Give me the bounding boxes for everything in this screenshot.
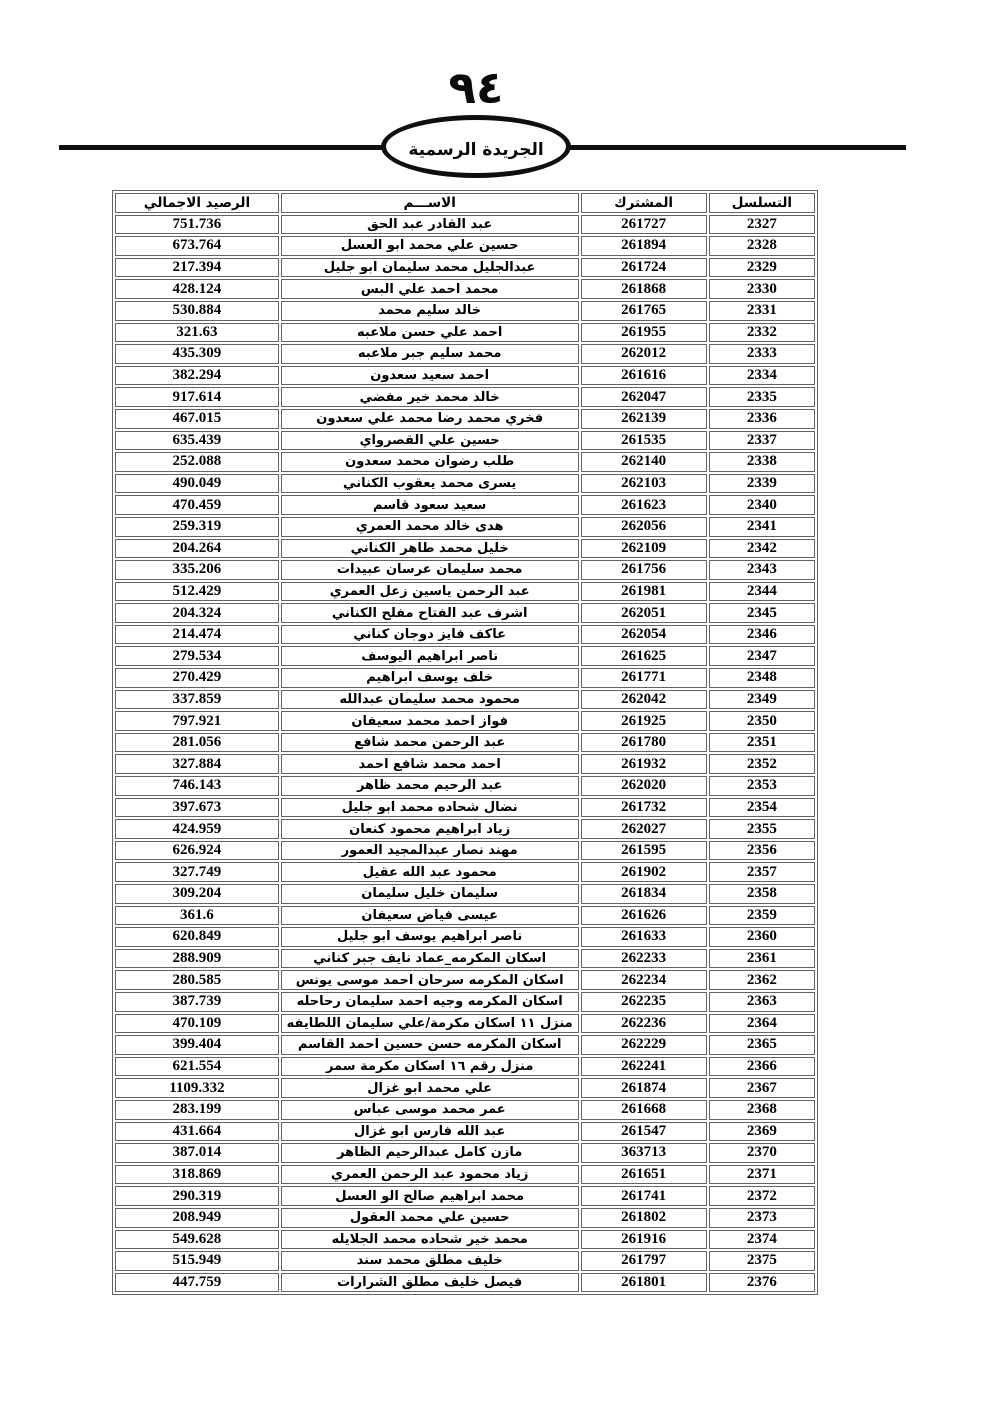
table-row	[115, 517, 815, 537]
table-row	[115, 625, 815, 645]
table-row	[115, 970, 815, 990]
table-row	[115, 906, 815, 926]
subscriber-cell: 261834	[581, 884, 707, 904]
table-row	[115, 366, 815, 386]
balance-cell: 387.739	[115, 992, 279, 1012]
name-cell: عيسى فياض سعيفان	[281, 906, 579, 926]
subscriber-cell: 261623	[581, 495, 707, 515]
balance-cell: 361.6	[115, 906, 279, 926]
name-cell: محمود عبد الله عقيل	[281, 862, 579, 882]
balance-cell: 635.439	[115, 431, 279, 451]
balance-cell: 318.869	[115, 1165, 279, 1185]
subscriber-cell: 262056	[581, 517, 707, 537]
table-row	[115, 711, 815, 731]
serial-cell: 2372	[709, 1186, 815, 1206]
serial-cell: 2361	[709, 949, 815, 969]
column-header-subscriber: المشترك	[581, 193, 707, 213]
table-row	[115, 258, 815, 278]
balance-cell: 270.429	[115, 668, 279, 688]
serial-cell: 2357	[709, 862, 815, 882]
table-row	[115, 1208, 815, 1228]
balance-cell: 917.614	[115, 387, 279, 407]
name-cell: ناصر ابراهيم اليوسف	[281, 646, 579, 666]
table-row	[115, 215, 815, 235]
subscriber-cell: 261741	[581, 1186, 707, 1206]
name-cell: اسكان المكرمه حسن حسين احمد القاسم	[281, 1035, 579, 1055]
table-row	[115, 236, 815, 256]
table-row	[115, 798, 815, 818]
balance-cell: 1109.332	[115, 1078, 279, 1098]
name-cell: عبد الرحيم محمد ظاهر	[281, 776, 579, 796]
subscriber-cell: 363713	[581, 1143, 707, 1163]
balance-cell: 797.921	[115, 711, 279, 731]
balance-cell: 204.324	[115, 603, 279, 623]
balance-cell: 382.294	[115, 366, 279, 386]
subscriber-cell: 261802	[581, 1208, 707, 1228]
balance-cell: 337.859	[115, 690, 279, 710]
table-row	[115, 1251, 815, 1271]
serial-cell: 2348	[709, 668, 815, 688]
column-header-name: الاســـم	[281, 193, 579, 213]
table-row	[115, 387, 815, 407]
subscriber-cell: 262042	[581, 690, 707, 710]
name-cell: اسكان المكرمه وجيه احمد سليمان رحاحله	[281, 992, 579, 1012]
table-row	[115, 733, 815, 753]
name-cell: محمد خير شحاده محمد الجلايله	[281, 1230, 579, 1250]
serial-cell: 2356	[709, 841, 815, 861]
serial-cell: 2371	[709, 1165, 815, 1185]
balance-cell: 321.63	[115, 323, 279, 343]
subscriber-cell: 261616	[581, 366, 707, 386]
serial-cell: 2347	[709, 646, 815, 666]
subscriber-cell: 261771	[581, 668, 707, 688]
balance-cell: 280.585	[115, 970, 279, 990]
subscriber-cell: 262234	[581, 970, 707, 990]
balance-cell: 327.749	[115, 862, 279, 882]
table-row	[115, 841, 815, 861]
serial-cell: 2330	[709, 279, 815, 299]
table-row	[115, 409, 815, 429]
serial-cell: 2363	[709, 992, 815, 1012]
name-cell: علي محمد ابو غزال	[281, 1078, 579, 1098]
serial-cell: 2364	[709, 1014, 815, 1034]
name-cell: حسين علي محمد العقول	[281, 1208, 579, 1228]
subscriber-cell: 261625	[581, 646, 707, 666]
name-cell: سليمان خليل سليمان	[281, 884, 579, 904]
subscriber-cell: 261780	[581, 733, 707, 753]
balance-cell: 279.534	[115, 646, 279, 666]
balance-cell: 530.884	[115, 301, 279, 321]
subscriber-cell: 262012	[581, 344, 707, 364]
subscriber-cell: 261955	[581, 323, 707, 343]
subscriber-cell: 262229	[581, 1035, 707, 1055]
name-cell: عبد الرحمن محمد شافع	[281, 733, 579, 753]
table-body	[115, 215, 815, 1293]
table-row	[115, 1230, 815, 1250]
balance-cell: 549.628	[115, 1230, 279, 1250]
name-cell: يسرى محمد يعقوب الكناني	[281, 474, 579, 494]
table-row	[115, 819, 815, 839]
serial-cell: 2367	[709, 1078, 815, 1098]
subscriber-cell: 261626	[581, 906, 707, 926]
balance-cell: 428.124	[115, 279, 279, 299]
subscriber-cell: 262236	[581, 1014, 707, 1034]
name-cell: حسين علي محمد ابو العسل	[281, 236, 579, 256]
balance-cell: 217.394	[115, 258, 279, 278]
name-cell: احمد علي حسن ملاعبه	[281, 323, 579, 343]
serial-cell: 2345	[709, 603, 815, 623]
subscriber-cell: 262235	[581, 992, 707, 1012]
subscriber-cell: 261925	[581, 711, 707, 731]
name-cell: محمد سليم جبر ملاعبه	[281, 344, 579, 364]
subscriber-cell: 262103	[581, 474, 707, 494]
table-row	[115, 1273, 815, 1293]
name-cell: حسين علي القصرواي	[281, 431, 579, 451]
serial-cell: 2342	[709, 539, 815, 559]
table-row	[115, 560, 815, 580]
balance-cell: 620.849	[115, 927, 279, 947]
balance-cell: 397.673	[115, 798, 279, 818]
balance-cell: 290.319	[115, 1186, 279, 1206]
serial-cell: 2375	[709, 1251, 815, 1271]
balance-cell: 512.429	[115, 582, 279, 602]
name-cell: محمد احمد علي البس	[281, 279, 579, 299]
serial-cell: 2369	[709, 1122, 815, 1142]
serial-cell: 2354	[709, 798, 815, 818]
serial-cell: 2355	[709, 819, 815, 839]
name-cell: خالد سليم محمد	[281, 301, 579, 321]
balance-cell: 621.554	[115, 1057, 279, 1077]
name-cell: ناصر ابراهيم يوسف ابو جليل	[281, 927, 579, 947]
table-row	[115, 431, 815, 451]
table-row	[115, 301, 815, 321]
serial-cell: 2336	[709, 409, 815, 429]
balance-cell: 214.474	[115, 625, 279, 645]
balance-cell: 431.664	[115, 1122, 279, 1142]
balance-cell: 470.459	[115, 495, 279, 515]
balance-cell: 399.404	[115, 1035, 279, 1055]
subscriber-cell: 261595	[581, 841, 707, 861]
name-cell: عبدالجليل محمد سليمان ابو جليل	[281, 258, 579, 278]
table-row	[115, 1014, 815, 1034]
balance-cell: 626.924	[115, 841, 279, 861]
serial-cell: 2366	[709, 1057, 815, 1077]
subscriber-cell: 261932	[581, 754, 707, 774]
gazette-banner-title: الجريدة الرسمية	[408, 139, 544, 160]
balance-cell: 424.959	[115, 819, 279, 839]
name-cell: فيصل خليف مطلق الشرارات	[281, 1273, 579, 1293]
table-row	[115, 949, 815, 969]
name-cell: منزل ١١ اسكان مكرمة/علي سليمان اللطايفه	[281, 1014, 579, 1034]
subscriber-cell: 261727	[581, 215, 707, 235]
table-row	[115, 992, 815, 1012]
name-cell: اسكان المكرمه سرحان احمد موسى يونس	[281, 970, 579, 990]
table-row	[115, 1122, 815, 1142]
table-header-row	[115, 193, 815, 213]
serial-cell: 2351	[709, 733, 815, 753]
gazette-oval-badge	[381, 115, 571, 178]
subscriber-cell: 262233	[581, 949, 707, 969]
name-cell: احمد سعيد سعدون	[281, 366, 579, 386]
subscriber-cell: 261651	[581, 1165, 707, 1185]
name-cell: عمر محمد موسى عباس	[281, 1100, 579, 1120]
serial-cell: 2334	[709, 366, 815, 386]
name-cell: خليف مطلق محمد سند	[281, 1251, 579, 1271]
subscriber-cell: 262139	[581, 409, 707, 429]
name-cell: محمد ابراهيم صالح الو العسل	[281, 1186, 579, 1206]
balance-cell: 447.759	[115, 1273, 279, 1293]
name-cell: عبد القادر عبد الحق	[281, 215, 579, 235]
subscriber-cell: 261765	[581, 301, 707, 321]
balance-cell: 335.206	[115, 560, 279, 580]
table-row	[115, 344, 815, 364]
balance-cell: 515.949	[115, 1251, 279, 1271]
serial-cell: 2350	[709, 711, 815, 731]
table-row	[115, 690, 815, 710]
balance-cell: 467.015	[115, 409, 279, 429]
serial-cell: 2376	[709, 1273, 815, 1293]
balance-cell: 283.199	[115, 1100, 279, 1120]
table-row	[115, 1100, 815, 1120]
subscriber-cell: 261868	[581, 279, 707, 299]
subscriber-cell: 262020	[581, 776, 707, 796]
table-row	[115, 1057, 815, 1077]
table-row	[115, 646, 815, 666]
serial-cell: 2360	[709, 927, 815, 947]
subscriber-cell: 262241	[581, 1057, 707, 1077]
serial-cell: 2332	[709, 323, 815, 343]
serial-cell: 2329	[709, 258, 815, 278]
table-row	[115, 1078, 815, 1098]
subscriber-cell: 262027	[581, 819, 707, 839]
subscriber-cell: 261874	[581, 1078, 707, 1098]
balance-cell: 252.088	[115, 452, 279, 472]
balance-cell: 281.056	[115, 733, 279, 753]
serial-cell: 2333	[709, 344, 815, 364]
subscriber-cell: 261732	[581, 798, 707, 818]
serial-cell: 2337	[709, 431, 815, 451]
subscriber-cell: 262140	[581, 452, 707, 472]
serial-cell: 2368	[709, 1100, 815, 1120]
table-row	[115, 1186, 815, 1206]
serial-cell: 2343	[709, 560, 815, 580]
name-cell: مهند نصار عبدالمجيد العمور	[281, 841, 579, 861]
name-cell: اشرف عبد الفتاح مفلح الكناني	[281, 603, 579, 623]
subscriber-cell: 262054	[581, 625, 707, 645]
serial-cell: 2327	[709, 215, 815, 235]
balance-cell: 327.884	[115, 754, 279, 774]
name-cell: محمد سليمان عرسان عبيدات	[281, 560, 579, 580]
column-header-serial: التسلسل	[709, 193, 815, 213]
table-row	[115, 495, 815, 515]
table-row	[115, 603, 815, 623]
name-cell: خالد محمد خير مفضي	[281, 387, 579, 407]
table-row	[115, 862, 815, 882]
subscriber-cell: 261668	[581, 1100, 707, 1120]
balance-cell: 746.143	[115, 776, 279, 796]
name-cell: زياد ابراهيم محمود كنعان	[281, 819, 579, 839]
balance-cell: 435.309	[115, 344, 279, 364]
page-number: ٩٤	[448, 61, 504, 114]
table-row	[115, 1035, 815, 1055]
serial-cell: 2358	[709, 884, 815, 904]
serial-cell: 2362	[709, 970, 815, 990]
serial-cell: 2352	[709, 754, 815, 774]
serial-cell: 2365	[709, 1035, 815, 1055]
table-row	[115, 668, 815, 688]
serial-cell: 2331	[709, 301, 815, 321]
table-row	[115, 452, 815, 472]
balance-cell: 751.736	[115, 215, 279, 235]
balance-cell: 288.909	[115, 949, 279, 969]
balance-cell: 673.764	[115, 236, 279, 256]
subscriber-cell: 261916	[581, 1230, 707, 1250]
subscriber-cell: 261547	[581, 1122, 707, 1142]
serial-cell: 2338	[709, 452, 815, 472]
subscriber-cell: 261797	[581, 1251, 707, 1271]
table-row	[115, 1143, 815, 1163]
subscriber-cell: 261756	[581, 560, 707, 580]
balance-cell: 490.049	[115, 474, 279, 494]
table-row	[115, 776, 815, 796]
serial-cell: 2339	[709, 474, 815, 494]
serial-cell: 2328	[709, 236, 815, 256]
subscriber-cell: 261894	[581, 236, 707, 256]
name-cell: خلف يوسف ابراهيم	[281, 668, 579, 688]
name-cell: عاكف فايز دوجان كناني	[281, 625, 579, 645]
balance-cell: 387.014	[115, 1143, 279, 1163]
name-cell: زياد محمود عبد الرحمن العمري	[281, 1165, 579, 1185]
table-row	[115, 279, 815, 299]
serial-cell: 2373	[709, 1208, 815, 1228]
table-row	[115, 582, 815, 602]
serial-cell: 2370	[709, 1143, 815, 1163]
name-cell: طلب رضوان محمد سعدون	[281, 452, 579, 472]
subscriber-cell: 261633	[581, 927, 707, 947]
serial-cell: 2344	[709, 582, 815, 602]
name-cell: احمد محمد شافع احمد	[281, 754, 579, 774]
subscriber-cell: 262109	[581, 539, 707, 559]
balance-cell: 208.949	[115, 1208, 279, 1228]
table-row	[115, 539, 815, 559]
table-row	[115, 1165, 815, 1185]
name-cell: سعيد سعود قاسم	[281, 495, 579, 515]
serial-cell: 2353	[709, 776, 815, 796]
subscriber-cell: 262051	[581, 603, 707, 623]
name-cell: مازن كامل عبدالرحيم الظاهر	[281, 1143, 579, 1163]
serial-cell: 2374	[709, 1230, 815, 1250]
balance-cell: 259.319	[115, 517, 279, 537]
name-cell: فخري محمد رضا محمد علي سعدون	[281, 409, 579, 429]
name-cell: منزل رقم ١٦ اسكان مكرمة سمر	[281, 1057, 579, 1077]
table-row	[115, 323, 815, 343]
serial-cell: 2349	[709, 690, 815, 710]
table-row	[115, 884, 815, 904]
table-row	[115, 927, 815, 947]
subscribers-table	[112, 190, 818, 1295]
serial-cell: 2340	[709, 495, 815, 515]
column-header-balance: الرصيد الاجمالي	[115, 193, 279, 213]
table-row	[115, 754, 815, 774]
table-row	[115, 474, 815, 494]
serial-cell: 2359	[709, 906, 815, 926]
name-cell: اسكان المكرمه_عماد نايف جبر كناني	[281, 949, 579, 969]
subscriber-cell: 262047	[581, 387, 707, 407]
balance-cell: 470.109	[115, 1014, 279, 1034]
name-cell: عبد الله فارس ابو غزال	[281, 1122, 579, 1142]
serial-cell: 2335	[709, 387, 815, 407]
subscriber-cell: 261981	[581, 582, 707, 602]
balance-cell: 204.264	[115, 539, 279, 559]
subscriber-cell: 261902	[581, 862, 707, 882]
name-cell: خليل محمد طاهر الكناني	[281, 539, 579, 559]
name-cell: محمود محمد سليمان عبدالله	[281, 690, 579, 710]
name-cell: نضال شحاده محمد ابو جليل	[281, 798, 579, 818]
name-cell: هدى خالد محمد العمري	[281, 517, 579, 537]
name-cell: عبد الرحمن ياسين زعل العمري	[281, 582, 579, 602]
subscriber-cell: 261724	[581, 258, 707, 278]
balance-cell: 309.204	[115, 884, 279, 904]
serial-cell: 2346	[709, 625, 815, 645]
name-cell: فواز احمد محمد سعيفان	[281, 711, 579, 731]
subscriber-cell: 261801	[581, 1273, 707, 1293]
serial-cell: 2341	[709, 517, 815, 537]
subscriber-cell: 261535	[581, 431, 707, 451]
